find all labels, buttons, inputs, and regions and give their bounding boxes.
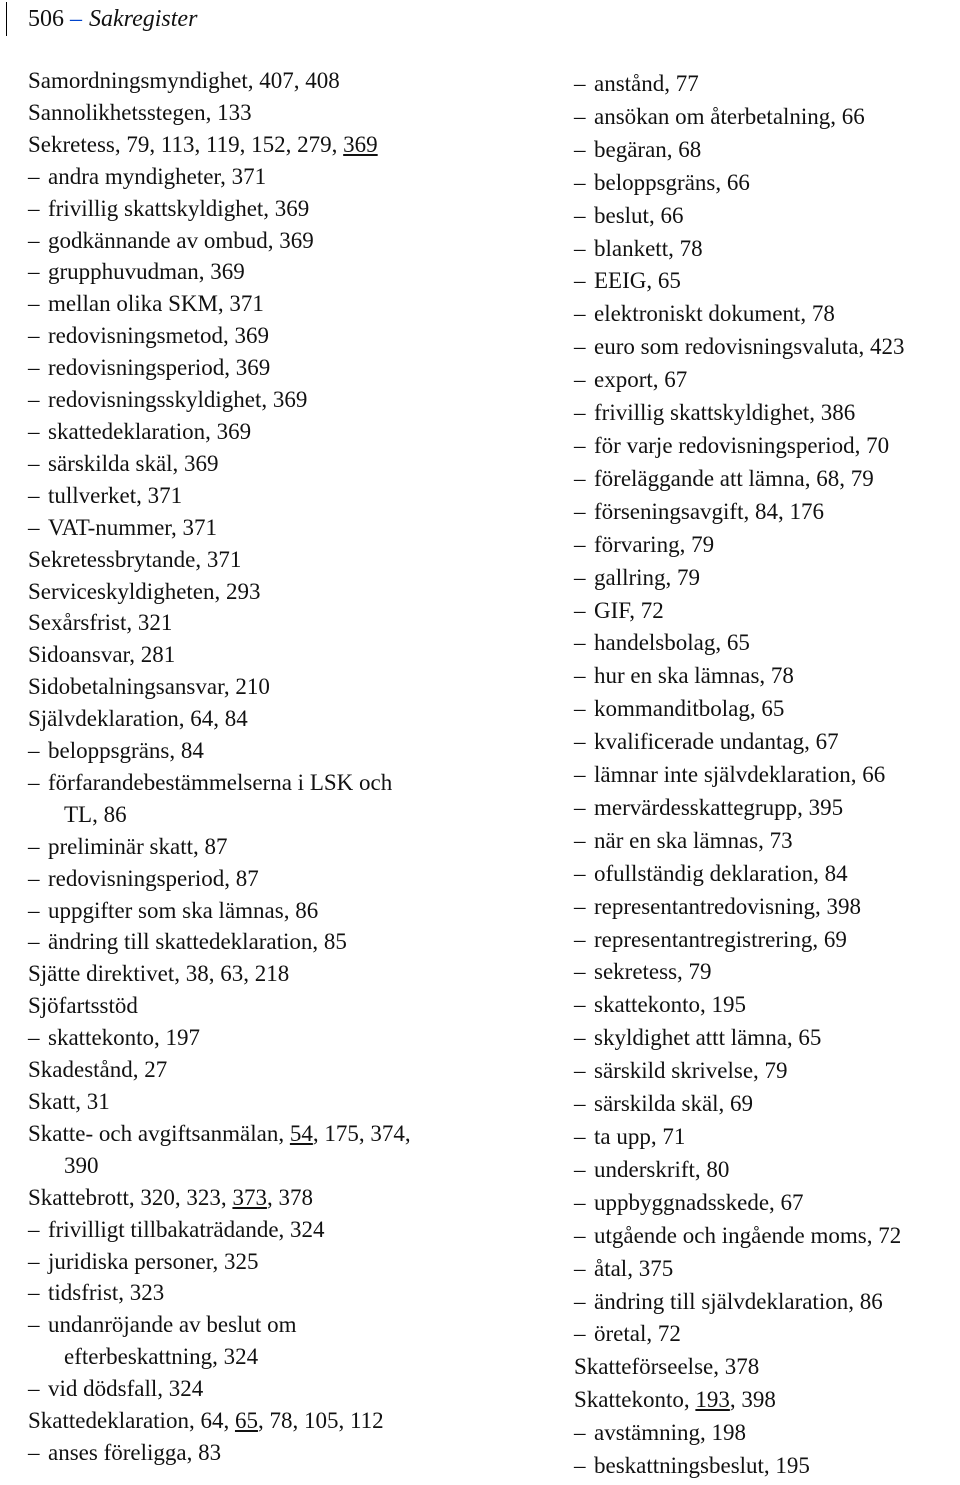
index-subentry — [574, 430, 958, 463]
entry-text: Sannolikhetsstegen, 133 — [28, 99, 252, 125]
entry-text: ändring till självdeklaration, 86 — [594, 1288, 883, 1314]
entry-text: skattekonto, 195 — [594, 992, 747, 1018]
entry-text: anstånd, 77 — [594, 71, 699, 96]
entry-text: handelsbolag, 65 — [594, 630, 750, 656]
index-subentry — [574, 1220, 958, 1253]
page-number: 506 — [28, 6, 64, 32]
entry-text: Skattebrott, 320, 323, — [28, 1184, 233, 1210]
entry-text: anses föreligga, 83 — [48, 1439, 222, 1465]
index-subentry — [28, 1373, 548, 1405]
entry-text: ofullständig deklaration, 84 — [594, 860, 848, 886]
entry-text: skattekonto, 197 — [48, 1025, 201, 1051]
entry-text: redovisningsperiod, 87 — [48, 865, 259, 891]
entry-text: frivilligt tillbakaträdande, 324 — [48, 1216, 325, 1242]
entry-text: Skatt, 31 — [28, 1089, 110, 1114]
index-subentry — [28, 1246, 548, 1278]
index-subentry — [28, 512, 548, 544]
entry-text: beloppsgräns, 66 — [594, 169, 750, 195]
index-column-right — [574, 68, 958, 1483]
entry-text: representantredovisning, 398 — [594, 893, 861, 919]
index-subentry — [574, 562, 958, 595]
page-header — [0, 0, 960, 40]
index-entry-continuation — [28, 1341, 548, 1373]
index-entry — [28, 671, 548, 703]
index-entry — [28, 544, 548, 576]
index-subentry — [28, 863, 548, 895]
entry-text: för varje redovisningsperiod, 70 — [594, 432, 890, 458]
entry-text: särskilda skäl, 69 — [594, 1091, 754, 1117]
index-subentry — [574, 891, 958, 924]
entry-text: Skadestånd, 27 — [28, 1057, 168, 1083]
entry-text: ändring till skattedeklaration, 85 — [48, 929, 347, 955]
index-column-left — [28, 65, 548, 1469]
entry-text: preliminär skatt, 87 — [48, 833, 228, 859]
index-entry — [28, 65, 548, 97]
page-title: Sakregister — [89, 6, 198, 32]
entry-text: 390 — [64, 1152, 99, 1178]
index-subentry — [28, 1022, 548, 1054]
index-entry — [28, 1405, 548, 1437]
index-entry — [28, 1054, 548, 1086]
entry-text-after: , 378 — [266, 1184, 313, 1210]
entry-text: Skatteförseelse, 378 — [574, 1354, 760, 1380]
underlined-page-ref: 54 — [289, 1120, 313, 1146]
entry-text: åtal, 375 — [594, 1255, 674, 1281]
index-subentry — [574, 167, 958, 200]
entry-text: Sexårsfrist, 321 — [28, 610, 173, 636]
entry-text: hur en ska lämnas, 78 — [594, 663, 794, 689]
entry-text: särskild skrivelse, 79 — [594, 1058, 788, 1084]
entry-text: kommanditbolag, 65 — [594, 696, 785, 722]
index-subentry — [574, 1154, 958, 1187]
entry-text: tidsfrist, 323 — [48, 1280, 165, 1306]
index-subentry — [574, 825, 958, 858]
index-entry — [574, 1351, 958, 1384]
index-entry — [28, 129, 548, 161]
index-subentry — [28, 926, 548, 958]
index-subentry — [574, 660, 958, 693]
entry-text: juridiska personer, 325 — [48, 1248, 259, 1274]
index-subentry — [28, 448, 548, 480]
index-entry — [28, 607, 548, 639]
entry-text: Sekretessbrytande, 371 — [28, 546, 242, 572]
entry-text: mellan olika SKM, 371 — [48, 291, 264, 317]
entry-text: begäran, 68 — [594, 136, 702, 162]
index-subentry — [574, 233, 958, 266]
index-subentry — [574, 595, 958, 628]
index-subentry — [28, 320, 548, 352]
entry-text: Sidoansvar, 281 — [28, 642, 176, 668]
entry-text: utgående och ingående moms, 72 — [594, 1222, 902, 1248]
index-subentry — [574, 1022, 958, 1055]
entry-text: andra myndigheter, 371 — [48, 163, 267, 189]
entry-text: frivillig skattskyldighet, 386 — [594, 400, 856, 426]
entry-text: kvalificerade undantag, 67 — [594, 729, 839, 755]
index-subentry — [574, 101, 958, 134]
index-subentry — [28, 480, 548, 512]
index-entry — [28, 97, 548, 129]
index-entry — [28, 1182, 548, 1214]
entry-text: skattedeklaration, 369 — [48, 418, 252, 444]
entry-text: beloppsgräns, 84 — [48, 738, 204, 764]
index-entry — [28, 703, 548, 735]
index-subentry — [574, 364, 958, 397]
entry-text: Sjätte direktivet, 38, 63, 218 — [28, 961, 290, 987]
index-entry — [28, 576, 548, 608]
index-subentry — [574, 858, 958, 891]
underlined-page-ref: 373 — [232, 1184, 267, 1210]
index-entry-continuation — [28, 799, 548, 831]
entry-text: tullverket, 371 — [48, 482, 183, 508]
index-entry — [28, 1118, 548, 1150]
entry-text: blankett, 78 — [594, 235, 703, 261]
entry-text: Skattedeklaration, 64, — [28, 1408, 235, 1434]
index-subentry — [574, 1055, 958, 1088]
index-subentry — [574, 1417, 958, 1450]
index-subentry — [574, 792, 958, 825]
index-subentry — [574, 496, 958, 529]
index-subentry — [574, 331, 958, 364]
entry-text: Sidobetalningsansvar, 210 — [28, 674, 270, 700]
index-subentry — [28, 1277, 548, 1309]
entry-text: sekretess, 79 — [594, 959, 712, 985]
entry-text: representantregistrering, 69 — [594, 926, 847, 952]
entry-text: avstämning, 198 — [594, 1420, 747, 1446]
index-subentry — [28, 256, 548, 288]
entry-text: frivillig skattskyldighet, 369 — [48, 195, 310, 221]
index-subentry — [28, 225, 548, 257]
index-entry — [28, 639, 548, 671]
index-subentry — [574, 397, 958, 430]
entry-text: redovisningsperiod, 369 — [48, 355, 271, 381]
index-subentry — [28, 831, 548, 863]
index-subentry — [28, 384, 548, 416]
index-subentry — [28, 193, 548, 225]
entry-text-after: , 175, 374, — [312, 1120, 411, 1146]
index-subentry — [574, 529, 958, 562]
entry-text: ta upp, 71 — [594, 1124, 686, 1149]
index-entry — [28, 1086, 548, 1118]
index-subentry — [574, 1253, 958, 1286]
entry-text: TL, 86 — [64, 801, 127, 827]
index-subentry — [28, 352, 548, 384]
index-subentry — [574, 1121, 958, 1154]
index-subentry — [28, 288, 548, 320]
entry-text: underskrift, 80 — [594, 1156, 730, 1182]
index-subentry — [28, 895, 548, 927]
entry-text: när en ska lämnas, 73 — [594, 827, 793, 853]
entry-text-after: , 398 — [729, 1387, 776, 1413]
margin-rule — [6, 2, 7, 36]
entry-text: Samordningsmyndighet, 407, 408 — [28, 68, 340, 93]
underlined-page-ref: 65 — [234, 1408, 258, 1434]
index-subentry — [28, 1437, 548, 1469]
index-subentry — [28, 161, 548, 193]
index-subentry — [574, 1318, 958, 1351]
entry-text: förfarandebestämmelserna i LSK och — [48, 769, 393, 795]
underlined-page-ref: 369 — [343, 131, 378, 157]
index-subentry — [574, 298, 958, 331]
entry-text: redovisningsmetod, 369 — [48, 323, 270, 349]
index-subentry — [574, 134, 958, 167]
entry-text: Sekretess, 79, 113, 119, 152, 279, — [28, 131, 344, 157]
index-subentry — [574, 693, 958, 726]
index-entry — [28, 990, 548, 1022]
entry-text: mervärdesskattegrupp, 395 — [594, 794, 844, 820]
entry-text: ansökan om återbetalning, 66 — [594, 103, 865, 129]
index-subentry — [574, 1187, 958, 1220]
index-subentry — [28, 1309, 548, 1341]
index-subentry — [28, 1214, 548, 1246]
entry-text: Skatte- och avgiftsanmälan, — [28, 1120, 290, 1146]
entry-text: Serviceskyldigheten, 293 — [28, 578, 261, 604]
entry-text: lämnar inte självdeklaration, 66 — [594, 762, 886, 788]
index-entry — [28, 958, 548, 990]
entry-text: skyldighet attt lämna, 65 — [594, 1025, 822, 1051]
index-subentry — [574, 1088, 958, 1121]
header-separator: – — [70, 6, 82, 32]
index-subentry — [574, 265, 958, 298]
index-subentry — [574, 1286, 958, 1319]
entry-text: efterbeskattning, 324 — [64, 1344, 259, 1370]
index-subentry — [574, 1450, 958, 1483]
index-subentry — [28, 767, 548, 799]
entry-text: uppbyggnadsskede, 67 — [594, 1189, 804, 1215]
entry-text: export, 67 — [594, 367, 688, 393]
entry-text: redovisningsskyldighet, 369 — [48, 387, 308, 413]
entry-text-after: , 78, 105, 112 — [257, 1408, 384, 1434]
index-subentry — [574, 627, 958, 660]
entry-text: förseningsavgift, 84, 176 — [594, 498, 824, 524]
index-entry — [574, 1384, 958, 1417]
index-subentry — [574, 759, 958, 792]
entry-text: Självdeklaration, 64, 84 — [28, 706, 248, 732]
entry-text: beslut, 66 — [594, 202, 684, 228]
index-subentry — [574, 989, 958, 1022]
entry-text: grupphuvudman, 369 — [48, 259, 245, 285]
entry-text: föreläggande att lämna, 68, 79 — [594, 465, 874, 491]
entry-text: euro som redovisningsvaluta, 423 — [594, 334, 905, 360]
entry-text: undanröjande av beslut om — [48, 1312, 297, 1338]
entry-text: öretal, 72 — [594, 1321, 681, 1347]
index-subentry — [574, 956, 958, 989]
entry-text: beskattningsbeslut, 195 — [594, 1453, 810, 1479]
entry-text: förvaring, 79 — [594, 531, 715, 557]
underlined-page-ref: 193 — [695, 1387, 730, 1413]
index-subentry — [574, 924, 958, 957]
entry-text: vid dödsfall, 324 — [48, 1376, 204, 1402]
index-subentry — [574, 68, 958, 101]
entry-text: Sjöfartsstöd — [28, 993, 138, 1019]
index-subentry — [28, 735, 548, 767]
entry-text: uppgifter som ska lämnas, 86 — [48, 897, 319, 923]
entry-text: VAT-nummer, 371 — [48, 514, 218, 540]
entry-text: särskilda skäl, 369 — [48, 450, 219, 476]
entry-text: GIF, 72 — [594, 597, 664, 623]
entry-text: Skattekonto, — [574, 1387, 696, 1413]
entry-text: elektroniskt dokument, 78 — [594, 301, 835, 327]
index-subentry — [28, 416, 548, 448]
index-subentry — [574, 463, 958, 496]
index-entry-continuation — [28, 1150, 548, 1182]
entry-text: gallring, 79 — [594, 564, 701, 590]
index-subentry — [574, 200, 958, 233]
entry-text: godkännande av ombud, 369 — [48, 227, 314, 253]
entry-text: EEIG, 65 — [594, 268, 681, 294]
index-subentry — [574, 726, 958, 759]
